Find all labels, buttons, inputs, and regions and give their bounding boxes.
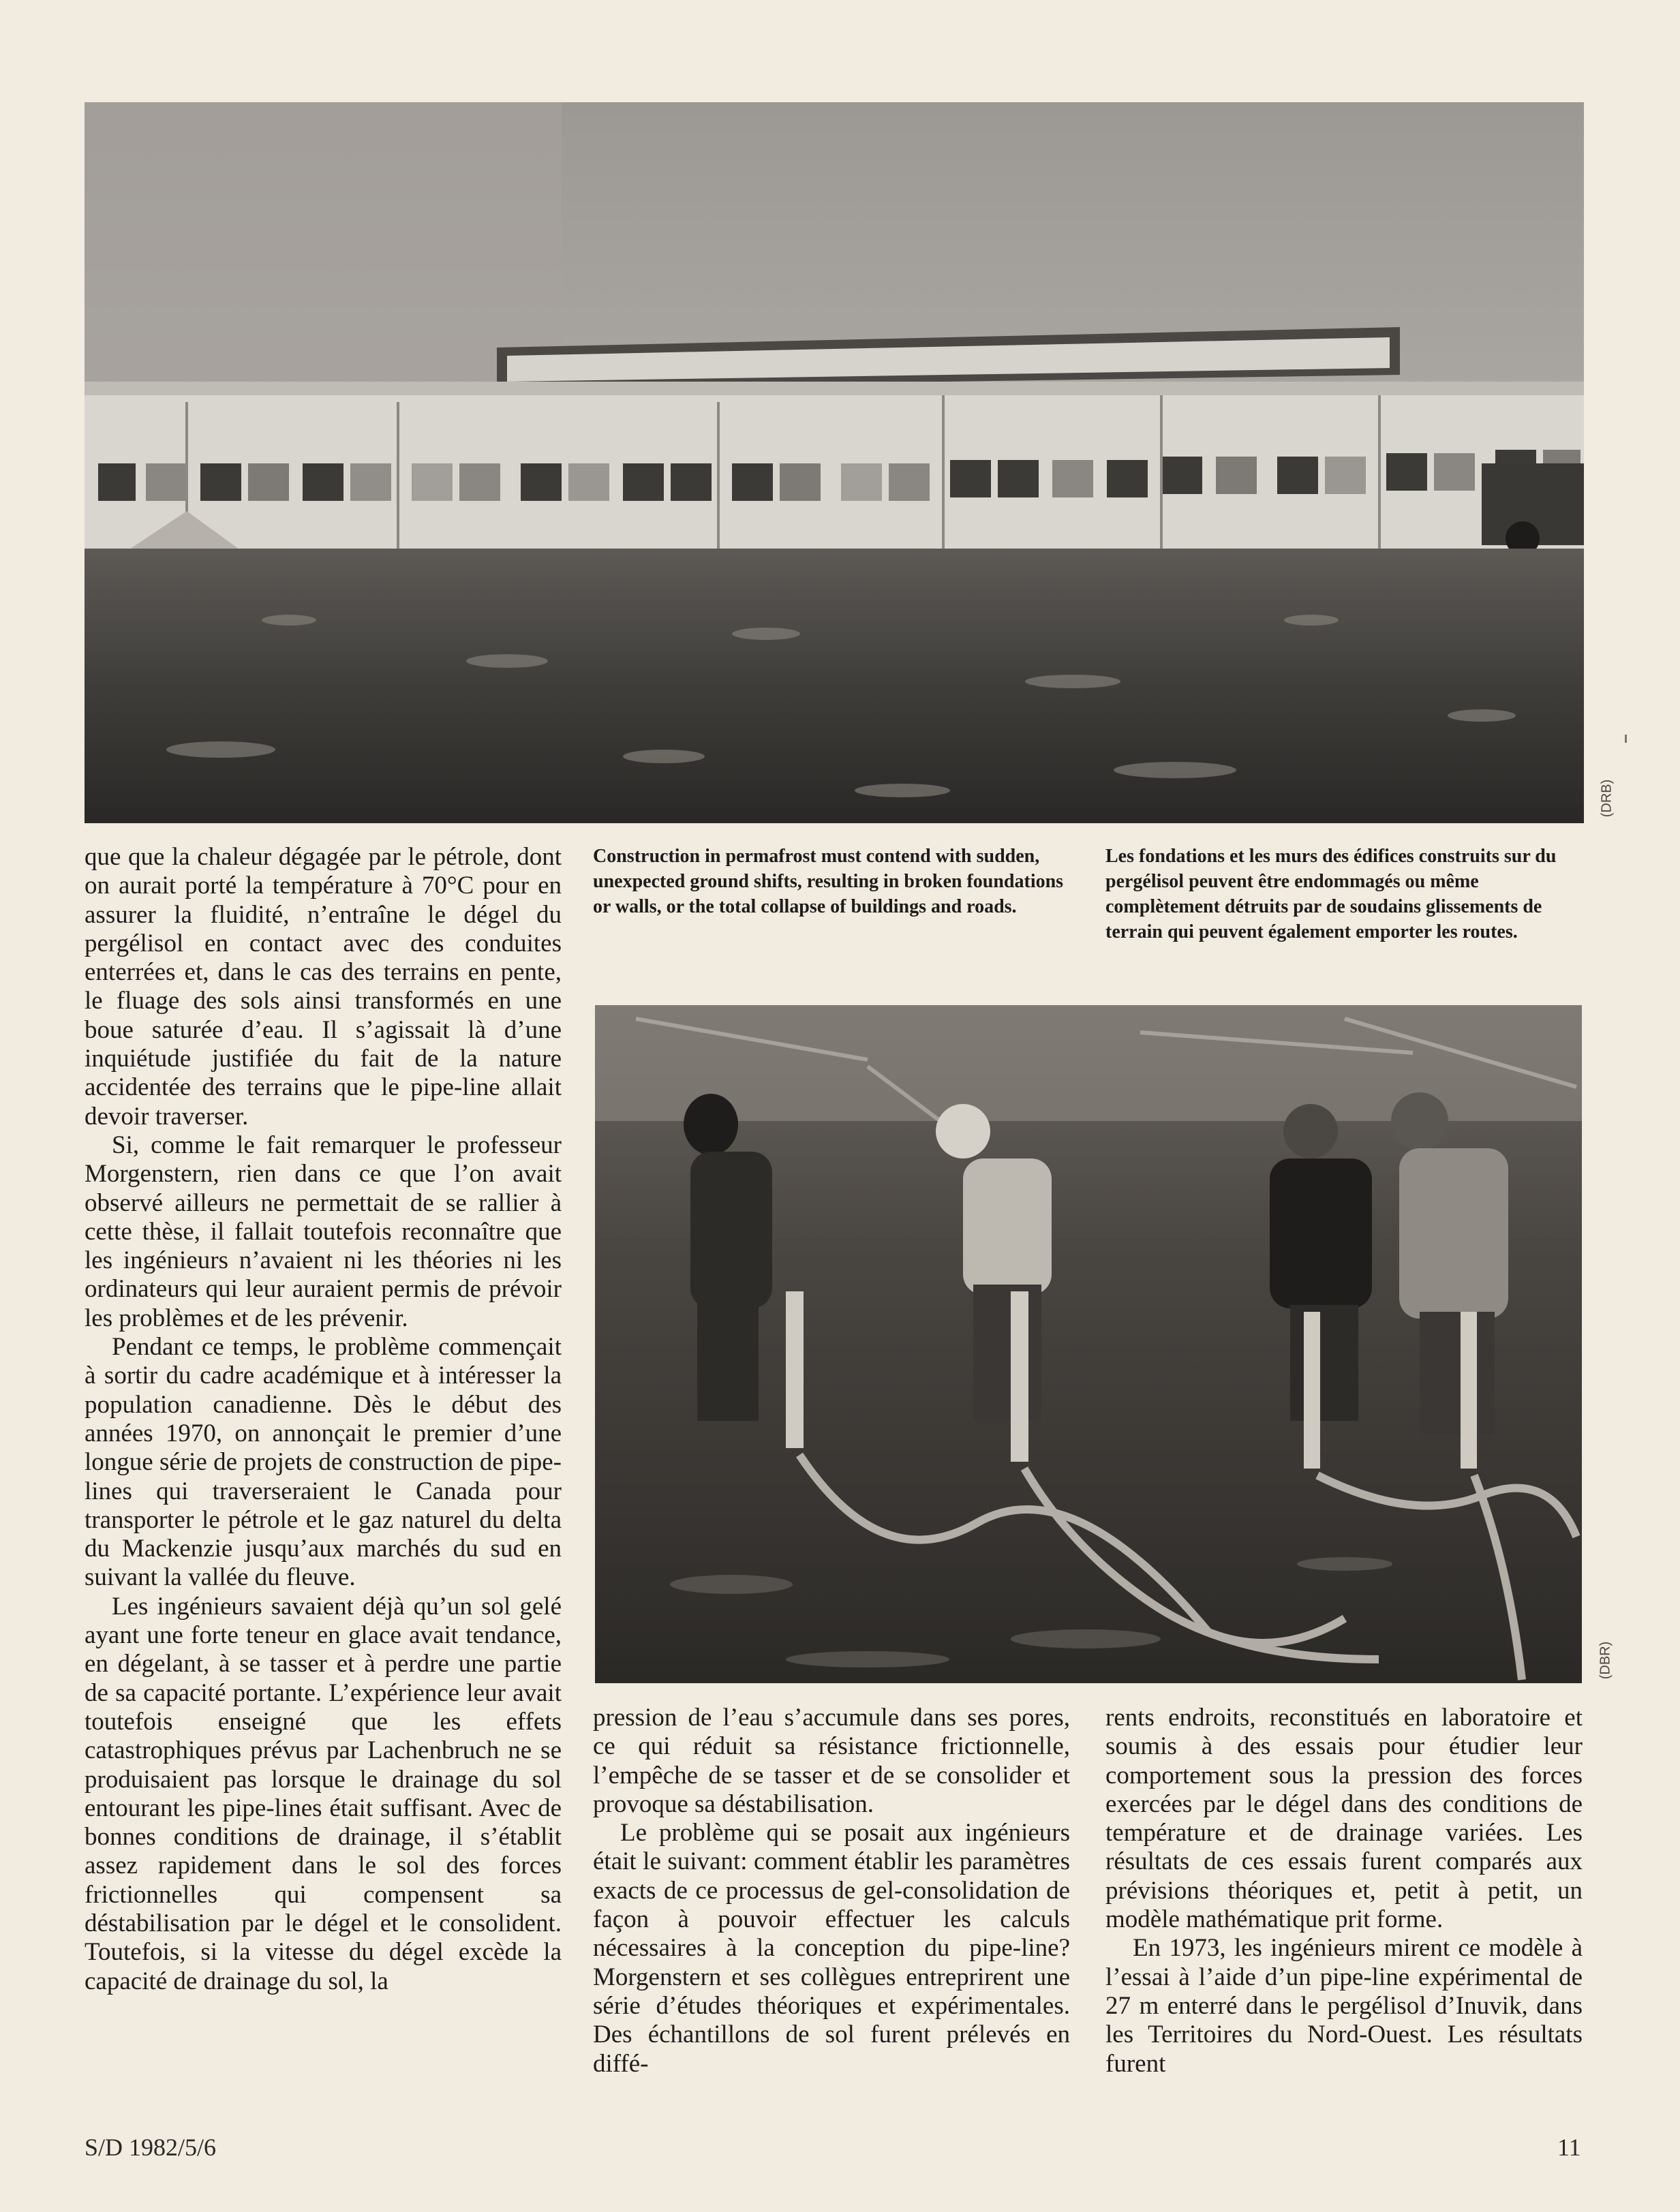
workers-photo-icon	[595, 1005, 1582, 1683]
page-number: 11	[1557, 2134, 1581, 2161]
paragraph: Pendant ce temps, le problème commençait à sortir du cadre académique et à intéresser la population canadienne. Dès le début des années 1970, on annonçait le premier d’une longue série de projets de construction de pipe-lines qui traverseraient le Canada pour transporter le pétrole et le gaz naturel du delta du Mackenzie jusqu’aux marchés du sud en suivant la vallée du fleuve.	[85, 1333, 562, 1592]
paragraph: pression de l’eau s’accumule dans ses pores, ce qui réduit sa résistance frictionnelle, l’empêche de se tasser et de se consolider et provoque sa déstabilisation.	[593, 1704, 1070, 1818]
caption-english: Construction in permafrost must contend with sudden, unexpected ground shifts, resulting in broken foundations or walls, or the total collapse of buildings and roads.	[593, 846, 1064, 917]
paragraph: Si, comme le fait remarquer le professeur Morgenstern, rien dans ce que l’on avait observé ailleurs ne permettait de se rallier à cette thèse, il fallait toutefois reconnaître que les ingénieurs n’avaient ni les théories ni les ordinateurs qui leur auraient permis de prévoir les problèmes et de les prévenir.	[85, 1131, 562, 1332]
building-photo-icon	[85, 102, 1584, 823]
photo-credit-middle: (DBR)	[1598, 1641, 1613, 1680]
building-photo	[85, 102, 1584, 823]
photo-credit-top: (DRB)	[1599, 779, 1615, 818]
paragraph: Le problème qui se posait aux ingénieurs était le suivant: comment établir les paramètres exacts de ce processus de gel-consolidation de façon à pouvoir effectuer les calculs nécessaires à la conception du pipe-line? Morgenstern et ses collègues entreprirent une série d’études théoriques et expérimentales. Des échantillons de sol furent prélevés en diffé-	[593, 1819, 1070, 2078]
paragraph: que que la chaleur dégagée par le pétrole, dont on aurait porté la température à 70°C pour en assurer la fluidité, n’entraîne le dégel du pergélisol en contact avec des conduites enterrées et, dans le cas des terrains en pente, le fluage des sols ainsi transformés en une boue saturée d’eau. Il s’agissait là d’une inquiétude justifiée du fait de la nature accidentée des terrains que le pipe-line allait devoir traverser.	[85, 843, 562, 1131]
paragraph: rents endroits, reconstitués en laboratoire et soumis à des essais pour étudier leur comportement sous la pression des forces exercées par le dégel dans des conditions de température et de drainage variées. Les résultats de ces essais furent comparés aux prévisions théoriques et, petit à petit, un modèle mathématique prit forme.	[1105, 1704, 1583, 1934]
paragraph: Les ingénieurs savaient déjà qu’un sol gelé ayant une forte teneur en glace avait tendance, en dégelant, à se tasser et à perdre une partie de sa capacité portante. L’expérience leur avait toutefois enseigné que les effets catastrophiques prévus par Lachenbruch ne se produisaient pas lorsque le drainage du sol entourant les pipe-lines était suffisant. Avec de bonnes conditions de drainage, il s’établit assez rapidement dans le sol des forces frictionnelles qui compensent sa déstabilisation par le dégel et le consolident. Toutefois, si la vitesse du dégel excède la capacité de drainage du sol, la	[85, 1592, 562, 1995]
caption-french: Les fondations et les murs des édifices construits sur du pergélisol peuvent être endommagés ou même complètement détruits par de soudains glissements de terrain qui peuvent également emporter les routes.	[1105, 846, 1557, 942]
issue-label: S/D 1982/5/6	[85, 2134, 217, 2161]
paragraph: En 1973, les ingénieurs mirent ce modèle à l’essai à l’aide d’un pipe-line expérimental de 27 m enterré dans le pergélisol d’Inuvik, dans les Territoires du Nord-Ouest. Les résultats furent	[1105, 1934, 1583, 2078]
workers-photo	[595, 1005, 1582, 1683]
margin-mark	[1625, 735, 1627, 743]
article-column-2	[593, 1704, 1070, 2078]
article-column-3	[1105, 1704, 1583, 2078]
article-column-1	[85, 843, 562, 1996]
